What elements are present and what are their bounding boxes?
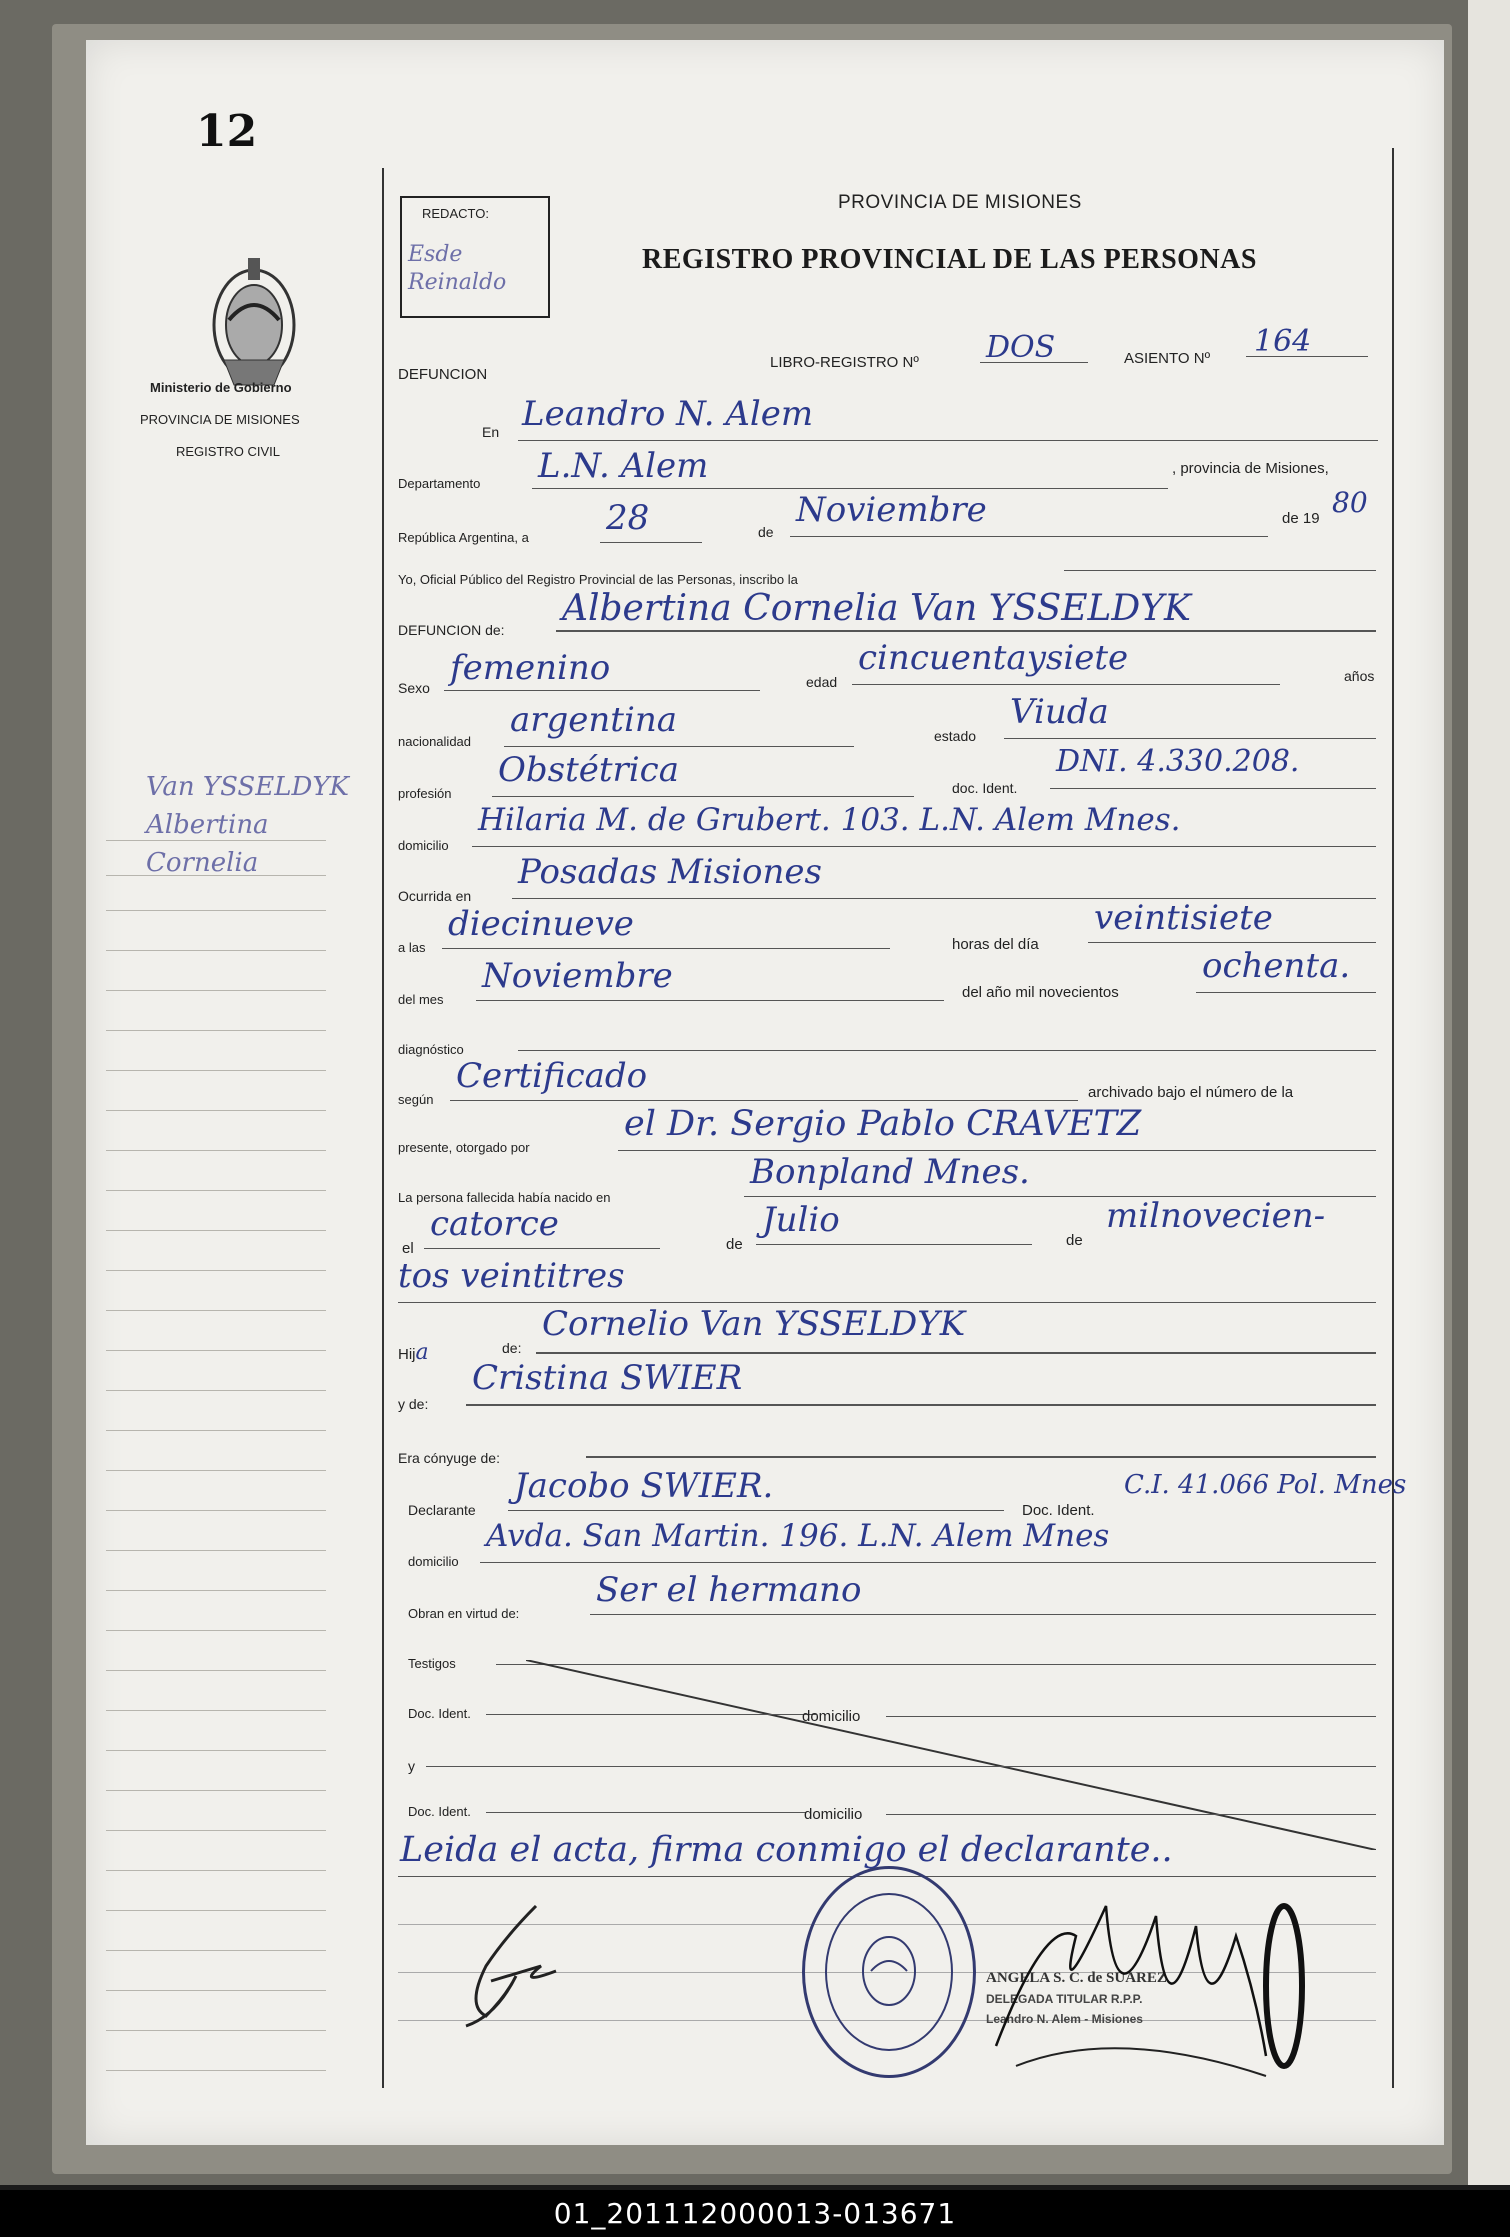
- hora-value: diecinueve: [448, 904, 634, 944]
- profesion-value: Obstétrica: [498, 750, 679, 790]
- record-type: DEFUNCION: [398, 366, 488, 383]
- edad-value: cincuentaysiete: [858, 638, 1129, 678]
- declarante-value: Jacobo SWIER.: [514, 1466, 774, 1506]
- diagnostico-label: diagnóstico: [398, 1042, 464, 1057]
- defuncion-label: DEFUNCION de:: [398, 622, 505, 638]
- registry-label: REGISTRO CIVIL: [176, 444, 281, 459]
- asiento-value: 164: [1254, 324, 1312, 359]
- oficial-text: Yo, Oficial Público del Registro Provincial de las Personas, inscribo la: [398, 572, 798, 587]
- redacto-box: [400, 196, 550, 318]
- form-left-border: [382, 168, 384, 2088]
- fecha-mes: Noviembre: [796, 490, 987, 530]
- redacto-value-line2: Reinaldo: [408, 270, 507, 295]
- decl-dom-value: Avda. San Martin. 196. L.N. Alem Mnes: [486, 1518, 1110, 1554]
- asiento-label: ASIENTO Nº: [1124, 350, 1211, 367]
- hijo-de-label: de:: [502, 1340, 522, 1356]
- fecha-anio: 80: [1332, 486, 1368, 519]
- fecha-dia: 28: [606, 498, 650, 538]
- image-caption: 01_201112000013-013671: [0, 2190, 1510, 2237]
- decl-dom-label: domicilio: [408, 1554, 459, 1569]
- profesion-label: profesión: [398, 786, 452, 801]
- page-number: 12: [196, 106, 258, 157]
- segun-value: Certificado: [456, 1056, 648, 1096]
- el-label: el: [402, 1240, 414, 1257]
- testigo2-dom-label: domicilio: [804, 1806, 863, 1823]
- archivado-label: archivado bajo el número de la: [1088, 1084, 1294, 1101]
- margin-note-line3: Cornelia: [146, 848, 259, 878]
- de2-label: de: [726, 1236, 743, 1253]
- obran-value: Ser el hermano: [596, 1570, 862, 1610]
- testigos-label: Testigos: [408, 1656, 456, 1671]
- decl-doc-value: C.I. 41.066 Pol. Mnes: [1124, 1470, 1407, 1500]
- doc-value: DNI. 4.330.208.: [1056, 744, 1300, 779]
- hijo-label: Hija: [398, 1340, 429, 1365]
- anomil-label: del año mil novecientos: [962, 984, 1119, 1001]
- dia-muerte-value: veintisiete: [1094, 898, 1273, 938]
- testigo-y-label: y: [408, 1758, 415, 1774]
- margin-note-line2: Albertina: [146, 810, 269, 840]
- domicilio-value: Hilaria M. de Grubert. 103. L.N. Alem Mnes.: [478, 802, 1181, 838]
- decl-doc-label: Doc. Ident.: [1022, 1502, 1095, 1519]
- departamento-value: L.N. Alem: [538, 446, 709, 486]
- stamp-name: ANGELA S. C. de SUAREZ: [986, 1970, 1167, 1986]
- nac-anio-value-2: tos veintitres: [398, 1256, 625, 1296]
- margin-note-line1: Van YSSELDYK: [146, 772, 349, 802]
- nacionalidad-label: nacionalidad: [398, 734, 472, 749]
- cancel-stroke: [526, 1660, 1376, 1850]
- redacto-label: REDACTO:: [422, 206, 489, 221]
- nombre-fallecida: Albertina Cornelia Van YSSELDYK: [562, 588, 1191, 629]
- libro-value: DOS: [986, 330, 1056, 365]
- header-title: REGISTRO PROVINCIAL DE LAS PERSONAS: [642, 244, 1257, 275]
- anos-label: años: [1344, 668, 1375, 684]
- stamp-title: DELEGADA TITULAR R.P.P.: [986, 1992, 1143, 2006]
- delmes-label: del mes: [398, 992, 444, 1007]
- alas-label: a las: [398, 940, 426, 955]
- estado-value: Viuda: [1010, 692, 1109, 732]
- yde-label: y de:: [398, 1396, 429, 1412]
- nacionalidad-value: argentina: [510, 700, 678, 740]
- domicilio-label: domicilio: [398, 838, 449, 853]
- stamp-place: Leandro N. Alem - Misiones: [986, 2012, 1143, 2026]
- nacido-value: Bonpland Mnes.: [750, 1152, 1030, 1192]
- register-page: [86, 40, 1444, 2145]
- otorgado-value: el Dr. Sergio Pablo CRAVETZ: [624, 1104, 1142, 1144]
- presente-label: presente, otorgado por: [398, 1140, 530, 1155]
- nac-anio-value-1: milnovecien-: [1106, 1196, 1326, 1236]
- conyuge-label: Era cónyuge de:: [398, 1450, 500, 1466]
- redacto-value-line1: Esde: [408, 242, 463, 267]
- province-label: PROVINCIA DE MISIONES: [140, 412, 300, 427]
- madre-value: Cristina SWIER: [472, 1358, 743, 1398]
- edad-label: edad: [806, 674, 838, 690]
- nacido-label: La persona fallecida había nacido en: [398, 1190, 611, 1205]
- de3-label: de: [1066, 1232, 1083, 1249]
- estado-label: estado: [934, 728, 977, 744]
- obran-label: Obran en virtud de:: [408, 1606, 520, 1621]
- declarante-label: Declarante: [408, 1502, 476, 1518]
- departamento-label: Departamento: [398, 476, 481, 491]
- libro-label: LIBRO-REGISTRO Nº: [770, 354, 919, 371]
- signature-official: [966, 1876, 1346, 2086]
- signature-declarante: [446, 1896, 586, 2036]
- lugar-inscripcion: Leandro N. Alem: [522, 394, 814, 434]
- ocurrida-value: Posadas Misiones: [518, 852, 822, 892]
- fecha-anio-label: de 19: [1282, 510, 1320, 527]
- round-seal-icon: [802, 1866, 976, 2078]
- fecha-de-label: de: [758, 524, 774, 540]
- provincia-label: , provincia de Misiones,: [1172, 460, 1329, 477]
- testigo1-doc-label: Doc. Ident.: [408, 1706, 471, 1721]
- republica-label: República Argentina, a: [398, 530, 529, 545]
- ministry-label: Ministerio de Gobierno: [150, 380, 292, 395]
- segun-label: según: [398, 1092, 434, 1107]
- form-right-border: [1392, 148, 1394, 2088]
- ocurrida-label: Ocurrida en: [398, 888, 472, 904]
- sexo-label: Sexo: [398, 680, 430, 696]
- doc-label: doc. Ident.: [952, 780, 1018, 796]
- sexo-value: femenino: [450, 648, 611, 688]
- en-label: En: [482, 424, 500, 440]
- header-province: PROVINCIA DE MISIONES: [838, 192, 1082, 213]
- testigo2-doc-label: Doc. Ident.: [408, 1804, 471, 1819]
- horas-label: horas del día: [952, 936, 1039, 953]
- facing-page-edge: [1468, 0, 1510, 2185]
- nac-dia-value: catorce: [430, 1204, 559, 1244]
- coat-of-arms-icon: [204, 250, 304, 400]
- nac-mes-value: Julio: [762, 1200, 840, 1240]
- anio-muerte-value: ochenta.: [1202, 946, 1351, 986]
- cierre-text: Leida el acta, firma conmigo el declarante..: [400, 1830, 1173, 1870]
- testigo1-dom-label: domicilio: [802, 1708, 861, 1725]
- mes-muerte-value: Noviembre: [482, 956, 673, 996]
- padre-value: Cornelio Van YSSELDYK: [542, 1304, 966, 1344]
